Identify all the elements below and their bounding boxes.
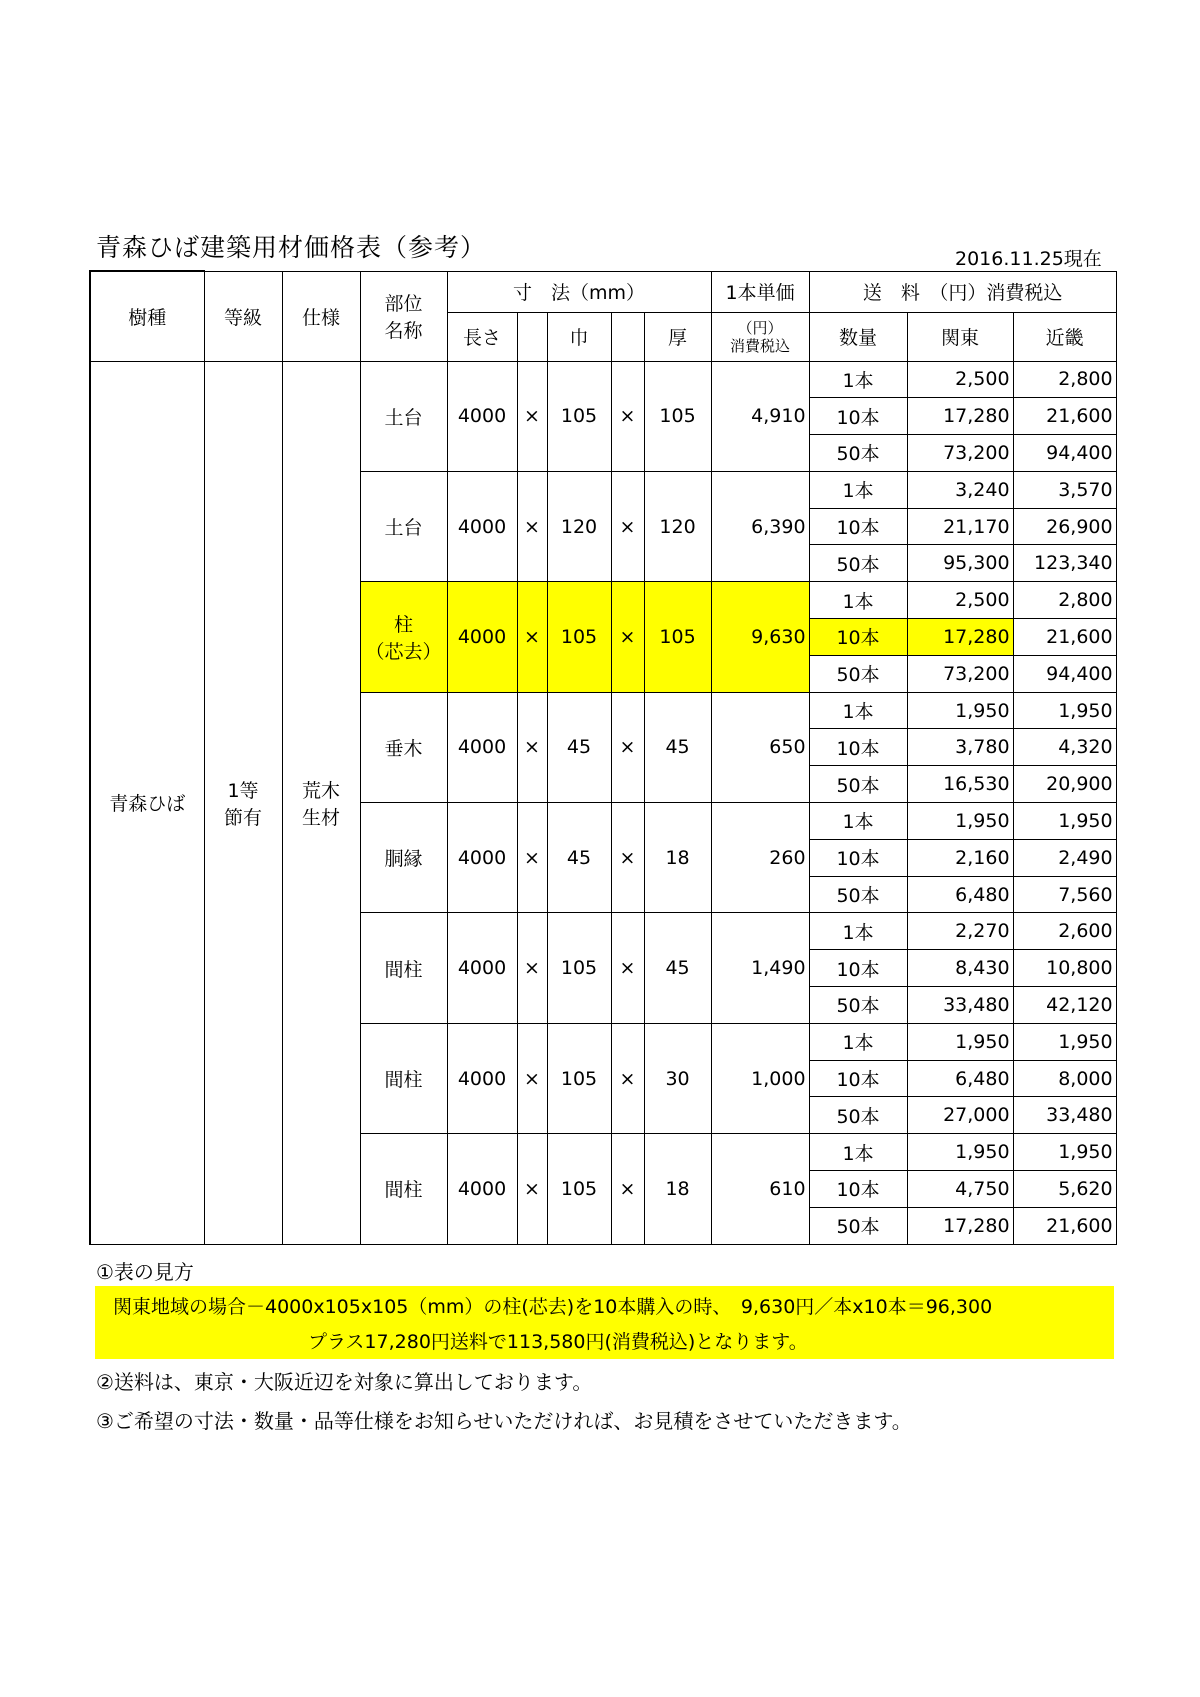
quantity-cell: 50本 bbox=[809, 876, 907, 913]
kanto-cell: 16,530 bbox=[907, 766, 1013, 803]
times-sign: × bbox=[517, 1023, 547, 1133]
spec-line1: 荒木 bbox=[301, 779, 340, 802]
quantity-cell: 1本 bbox=[809, 471, 907, 508]
quantity-cell: 10本 bbox=[809, 619, 907, 656]
kanto-cell: 95,300 bbox=[907, 545, 1013, 582]
kanto-cell: 1,950 bbox=[907, 803, 1013, 840]
kanto-cell: 4,750 bbox=[907, 1171, 1013, 1208]
kinki-cell: 42,120 bbox=[1013, 987, 1116, 1024]
header-grade: 等級 bbox=[204, 271, 282, 361]
note-estimate-request: ③ご希望の寸法・数量・品等仕様をお知らせいただければ、お見積をさせていただきます。 bbox=[96, 1409, 912, 1433]
part-name: 間柱 bbox=[384, 1179, 423, 1202]
width-cell: 105 bbox=[547, 1023, 611, 1133]
quantity-cell: 10本 bbox=[809, 398, 907, 435]
width-cell: 45 bbox=[547, 803, 611, 913]
kinki-cell: 1,950 bbox=[1013, 1023, 1116, 1060]
header-kanto: 関東 bbox=[907, 312, 1013, 361]
times-sign: × bbox=[517, 361, 547, 471]
kinki-cell: 33,480 bbox=[1013, 1097, 1116, 1134]
quantity-cell: 50本 bbox=[809, 1207, 907, 1244]
part-name: 垂木 bbox=[384, 737, 423, 760]
kinki-cell: 94,400 bbox=[1013, 435, 1116, 472]
kinki-cell: 123,340 bbox=[1013, 545, 1116, 582]
kinki-cell: 26,900 bbox=[1013, 508, 1116, 545]
part-name-cell bbox=[360, 1134, 447, 1244]
times-sign: × bbox=[517, 803, 547, 913]
times-sign: × bbox=[611, 692, 644, 802]
length-cell: 4000 bbox=[447, 1134, 517, 1244]
header-blank-1 bbox=[517, 312, 547, 361]
part-name-cell bbox=[360, 582, 447, 692]
length-cell: 4000 bbox=[447, 361, 517, 471]
header-part-name-line2: 名称 bbox=[384, 320, 423, 342]
times-sign: × bbox=[611, 803, 644, 913]
part-name-sub: （芯去） bbox=[365, 640, 442, 663]
quantity-cell: 1本 bbox=[809, 1134, 907, 1171]
kanto-cell: 1,950 bbox=[907, 1134, 1013, 1171]
header-unit-price-sub bbox=[711, 312, 809, 361]
thickness-cell: 18 bbox=[644, 1134, 711, 1244]
quantity-cell: 10本 bbox=[809, 1171, 907, 1208]
part-name-cell bbox=[360, 803, 447, 913]
kanto-cell: 3,780 bbox=[907, 729, 1013, 766]
kanto-cell: 1,950 bbox=[907, 1023, 1013, 1060]
kanto-cell: 8,430 bbox=[907, 950, 1013, 987]
kinki-cell: 4,320 bbox=[1013, 729, 1116, 766]
times-sign: × bbox=[517, 1134, 547, 1244]
header-species: 樹種 bbox=[90, 271, 204, 361]
times-sign: × bbox=[611, 471, 644, 581]
part-name: 間柱 bbox=[384, 1069, 423, 1092]
kanto-cell: 6,480 bbox=[907, 1060, 1013, 1097]
times-sign: × bbox=[611, 1023, 644, 1133]
header-part-name-line1: 部位 bbox=[384, 293, 423, 315]
length-cell: 4000 bbox=[447, 913, 517, 1023]
thickness-cell: 30 bbox=[644, 1023, 711, 1133]
grade-line2: 節有 bbox=[223, 806, 262, 829]
header-quantity: 数量 bbox=[809, 312, 907, 361]
quantity-cell: 50本 bbox=[809, 655, 907, 692]
quantity-cell: 50本 bbox=[809, 545, 907, 582]
header-width: 巾 bbox=[547, 312, 611, 361]
quantity-cell: 10本 bbox=[809, 508, 907, 545]
quantity-cell: 10本 bbox=[809, 1060, 907, 1097]
part-name-cell bbox=[360, 471, 447, 581]
kinki-cell: 94,400 bbox=[1013, 655, 1116, 692]
unit-price-cell: 9,630 bbox=[711, 582, 809, 692]
grade-cell bbox=[204, 361, 282, 1244]
kanto-cell: 27,000 bbox=[907, 1097, 1013, 1134]
thickness-cell: 45 bbox=[644, 692, 711, 802]
kinki-cell: 2,800 bbox=[1013, 361, 1116, 398]
as-of-date: 2016.11.25現在 bbox=[955, 248, 1102, 270]
times-sign: × bbox=[611, 913, 644, 1023]
header-blank-2 bbox=[611, 312, 644, 361]
header-unit-price-sub1: （円） bbox=[737, 318, 783, 337]
unit-price-cell: 1,000 bbox=[711, 1023, 809, 1133]
unit-price-cell: 650 bbox=[711, 692, 809, 802]
width-cell: 105 bbox=[547, 1134, 611, 1244]
kinki-cell: 2,800 bbox=[1013, 582, 1116, 619]
thickness-cell: 18 bbox=[644, 803, 711, 913]
kanto-cell: 2,500 bbox=[907, 361, 1013, 398]
part-name-cell bbox=[360, 361, 447, 471]
part-name: 柱 bbox=[393, 613, 413, 636]
thickness-cell: 105 bbox=[644, 361, 711, 471]
unit-price-cell: 4,910 bbox=[711, 361, 809, 471]
quantity-cell: 1本 bbox=[809, 1023, 907, 1060]
unit-price-cell: 260 bbox=[711, 803, 809, 913]
header-unit-price: 1本単価 bbox=[711, 271, 809, 312]
quantity-cell: 10本 bbox=[809, 950, 907, 987]
kinki-cell: 8,000 bbox=[1013, 1060, 1116, 1097]
kanto-cell: 17,280 bbox=[907, 398, 1013, 435]
kinki-cell: 2,600 bbox=[1013, 913, 1116, 950]
spec-cell bbox=[282, 361, 360, 1244]
part-name: 胴縁 bbox=[384, 848, 423, 871]
length-cell: 4000 bbox=[447, 1023, 517, 1133]
kinki-cell: 10,800 bbox=[1013, 950, 1116, 987]
times-sign: × bbox=[611, 361, 644, 471]
table-row bbox=[90, 361, 1116, 398]
width-cell: 105 bbox=[547, 582, 611, 692]
quantity-cell: 50本 bbox=[809, 1097, 907, 1134]
kinki-cell: 20,900 bbox=[1013, 766, 1116, 803]
width-cell: 45 bbox=[547, 692, 611, 802]
part-name-cell bbox=[360, 913, 447, 1023]
kinki-cell: 3,570 bbox=[1013, 471, 1116, 508]
quantity-cell: 1本 bbox=[809, 913, 907, 950]
header-length: 長さ bbox=[447, 312, 517, 361]
kanto-cell: 21,170 bbox=[907, 508, 1013, 545]
example-box bbox=[95, 1286, 1114, 1359]
quantity-cell: 10本 bbox=[809, 729, 907, 766]
table-header bbox=[90, 271, 1116, 361]
kanto-cell: 1,950 bbox=[907, 692, 1013, 729]
kanto-cell: 2,270 bbox=[907, 913, 1013, 950]
length-cell: 4000 bbox=[447, 471, 517, 581]
kinki-cell: 1,950 bbox=[1013, 803, 1116, 840]
quantity-cell: 1本 bbox=[809, 582, 907, 619]
kinki-cell: 5,620 bbox=[1013, 1171, 1116, 1208]
part-name: 土台 bbox=[384, 406, 423, 429]
length-cell: 4000 bbox=[447, 692, 517, 802]
note-shipping-basis: ②送料は、東京・大阪近辺を対象に算出しております。 bbox=[96, 1370, 593, 1394]
kinki-cell: 1,950 bbox=[1013, 1134, 1116, 1171]
example-line2: プラス17,280円送料で113,580円(消費税込)となります。 bbox=[308, 1331, 808, 1353]
species-cell: 青森ひば bbox=[90, 361, 204, 1244]
header-spec: 仕様 bbox=[282, 271, 360, 361]
width-cell: 120 bbox=[547, 471, 611, 581]
header-thickness: 厚 bbox=[644, 312, 711, 361]
header-part-name bbox=[360, 271, 447, 361]
width-cell: 105 bbox=[547, 361, 611, 471]
kinki-cell: 7,560 bbox=[1013, 876, 1116, 913]
table-body bbox=[90, 361, 1116, 1244]
length-cell: 4000 bbox=[447, 582, 517, 692]
quantity-cell: 10本 bbox=[809, 839, 907, 876]
length-cell: 4000 bbox=[447, 803, 517, 913]
kanto-cell: 2,500 bbox=[907, 582, 1013, 619]
kanto-cell: 73,200 bbox=[907, 435, 1013, 472]
times-sign: × bbox=[517, 582, 547, 692]
kinki-cell: 1,950 bbox=[1013, 692, 1116, 729]
header-kinki: 近畿 bbox=[1013, 312, 1116, 361]
example-line1: 関東地域の場合－4000x105x105（mm）の柱(芯去)を10本購入の時、 9,630円／本x10本＝96,300 bbox=[113, 1296, 993, 1318]
times-sign: × bbox=[517, 471, 547, 581]
kanto-cell: 17,280 bbox=[907, 1207, 1013, 1244]
part-name: 間柱 bbox=[384, 958, 423, 981]
page-title: 青森ひば建築用材価格表（参考） bbox=[96, 233, 487, 262]
spec-line2: 生材 bbox=[301, 806, 340, 829]
times-sign: × bbox=[517, 692, 547, 802]
header-unit-price-sub2: 消費税込 bbox=[730, 336, 791, 355]
part-name-cell bbox=[360, 1023, 447, 1133]
quantity-cell: 50本 bbox=[809, 766, 907, 803]
header-shipping: 送 料 （円）消費税込 bbox=[809, 271, 1116, 312]
price-table bbox=[89, 270, 1117, 1245]
part-name-cell bbox=[360, 692, 447, 802]
kanto-cell: 17,280 bbox=[907, 619, 1013, 656]
thickness-cell: 45 bbox=[644, 913, 711, 1023]
kinki-cell: 2,490 bbox=[1013, 839, 1116, 876]
times-sign: × bbox=[517, 913, 547, 1023]
quantity-cell: 50本 bbox=[809, 435, 907, 472]
kinki-cell: 21,600 bbox=[1013, 619, 1116, 656]
part-name: 土台 bbox=[384, 517, 423, 540]
grade-line1: 1等 bbox=[227, 779, 259, 802]
note-how-to-read: ①表の見方 bbox=[96, 1260, 194, 1284]
unit-price-cell: 6,390 bbox=[711, 471, 809, 581]
unit-price-cell: 1,490 bbox=[711, 913, 809, 1023]
kinki-cell: 21,600 bbox=[1013, 1207, 1116, 1244]
quantity-cell: 1本 bbox=[809, 361, 907, 398]
kanto-cell: 73,200 bbox=[907, 655, 1013, 692]
kanto-cell: 2,160 bbox=[907, 839, 1013, 876]
quantity-cell: 50本 bbox=[809, 987, 907, 1024]
times-sign: × bbox=[611, 1134, 644, 1244]
header-dimensions: 寸 法（mm） bbox=[447, 271, 711, 312]
kanto-cell: 6,480 bbox=[907, 876, 1013, 913]
unit-price-cell: 610 bbox=[711, 1134, 809, 1244]
kanto-cell: 33,480 bbox=[907, 987, 1013, 1024]
kanto-cell: 3,240 bbox=[907, 471, 1013, 508]
times-sign: × bbox=[611, 582, 644, 692]
quantity-cell: 1本 bbox=[809, 692, 907, 729]
kinki-cell: 21,600 bbox=[1013, 398, 1116, 435]
width-cell: 105 bbox=[547, 913, 611, 1023]
thickness-cell: 120 bbox=[644, 471, 711, 581]
thickness-cell: 105 bbox=[644, 582, 711, 692]
quantity-cell: 1本 bbox=[809, 803, 907, 840]
